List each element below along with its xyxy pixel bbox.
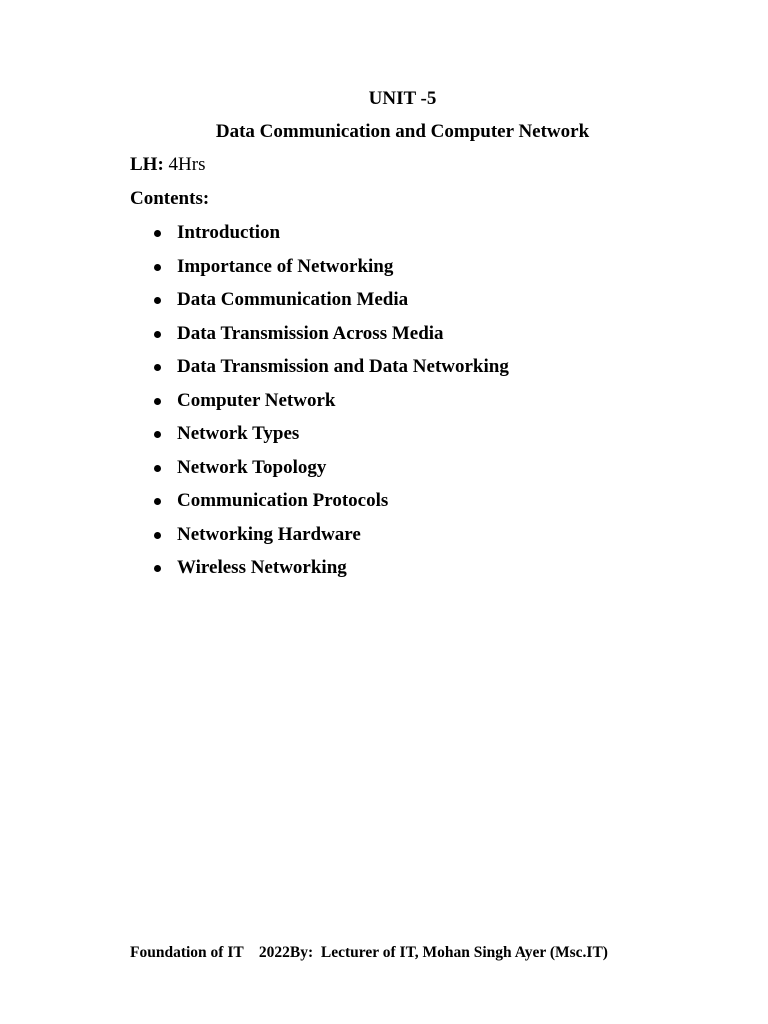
bullet-icon <box>154 565 161 572</box>
chapter-title: Data Communication and Computer Network <box>215 121 590 142</box>
lecture-hours-label: LH: <box>130 154 164 175</box>
bullet-icon <box>154 532 161 539</box>
list-item-label: Communication Protocols <box>177 490 389 511</box>
list-item-label: Data Communication Media <box>177 289 409 310</box>
bullet-icon <box>154 264 161 271</box>
list-item-label: Introduction <box>177 222 281 243</box>
list-item-label: Wireless Networking <box>177 557 347 578</box>
page-footer: Foundation of IT 2022By: Lecturer of IT, Mohan Singh Ayer (Msc.IT) <box>130 944 608 961</box>
list-item-label: Data Transmission Across Media <box>177 322 444 344</box>
bullet-icon <box>154 230 161 237</box>
bullet-icon <box>154 364 161 371</box>
list-item-label: Importance of Networking <box>177 255 394 277</box>
list-item-label: Data Transmission and Data Networking <box>177 356 509 377</box>
lecture-hours-value: 4Hrs <box>163 154 206 175</box>
bullet-icon <box>154 398 161 405</box>
bullet-icon <box>154 498 161 505</box>
bullet-icon <box>154 297 161 304</box>
list-item-label: Network Types <box>177 423 300 444</box>
list-item-label: Networking Hardware <box>177 523 361 545</box>
contents-heading: Contents: <box>130 188 210 209</box>
list-item-label: Network Topology <box>177 456 327 478</box>
bullet-icon <box>154 431 161 438</box>
bullet-icon <box>154 331 161 338</box>
unit-title: UNIT -5 <box>368 88 437 109</box>
list-item-label: Computer Network <box>177 389 336 411</box>
lecture-hours <box>130 154 205 176</box>
bullet-icon <box>154 465 161 472</box>
